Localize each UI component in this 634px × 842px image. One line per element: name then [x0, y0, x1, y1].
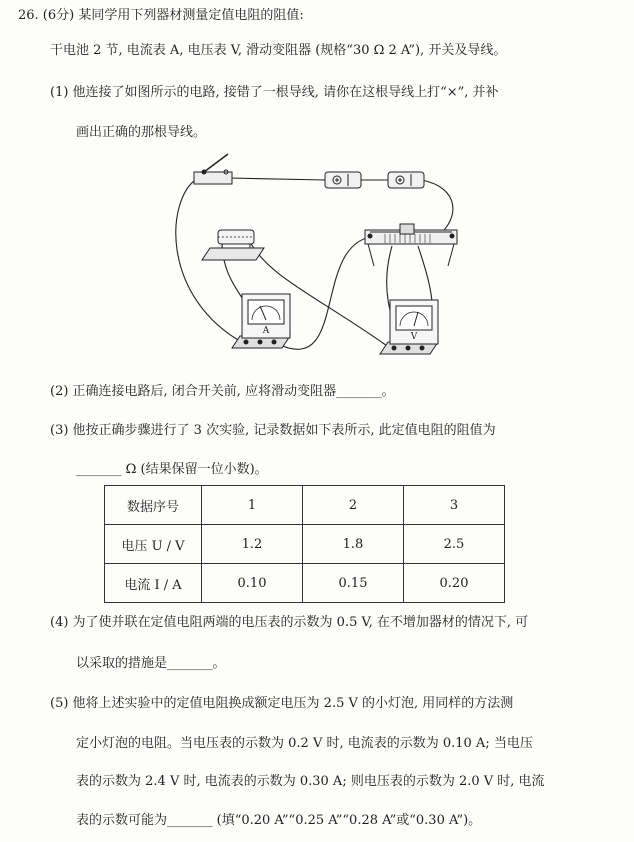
- part3-line-a: (3) 他按正确步骤进行了 3 次实验, 记录数据如下表所示, 此定值电阻的阻值为: [50, 423, 496, 438]
- voltmeter: [380, 300, 438, 354]
- part5-line-c: 表的示数为 2.4 V 时, 电流表的示数为 0.30 A; 则电压表的示数为 2.0 V 时, 电流: [76, 774, 545, 789]
- battery-cell-2: [388, 172, 424, 188]
- table-cell: 2.5: [404, 525, 505, 564]
- part1-line-b: 画出正确的那根导线。: [76, 125, 207, 140]
- wire-ammeter-to-rheostat: [278, 236, 378, 349]
- part5-line-a: (5) 他将上述实验中的定值电阻换成额定电压为 2.5 V 的小灯泡, 用同样的方法测: [50, 696, 514, 711]
- table-cell: 1.2: [202, 525, 303, 564]
- part1-line-a: (1) 他连接了如图所示的电路, 接错了一根导线, 请你在这根导线上打“×”, 并补: [50, 85, 499, 100]
- question-header: 26. (6分) 某同学用下列器材测量定值电阻的阻值:: [18, 8, 304, 23]
- part5-line-b: 定小灯泡的电阻。当电压表的示数为 0.2 V 时, 电流表的示数为 0.10 A; 当电压: [76, 736, 533, 751]
- part5-line-d: 表的示数可能为_______ (填“0.20 A”“0.25 A”“0.28 A”或“0.30 A”)。: [76, 813, 482, 828]
- table-cell: 数据序号: [105, 486, 202, 525]
- table-row: [105, 564, 505, 603]
- wire-switch-left-to-ammeter: [176, 178, 245, 344]
- table-cell: 1: [202, 486, 303, 525]
- table-cell: 0.15: [303, 564, 404, 603]
- circuit-diagram: [160, 148, 470, 380]
- ammeter-label: A: [262, 326, 270, 336]
- rheostat: [365, 224, 457, 266]
- table-cell: 电流 I / A: [105, 564, 202, 603]
- voltmeter-label: V: [410, 332, 418, 342]
- table-cell: 0.10: [202, 564, 303, 603]
- part4-line-a: (4) 为了使并联在定值电阻两端的电压表的示数为 0.5 V, 在不增加器材的情况下, 可: [50, 615, 529, 630]
- fixed-resistor: [202, 230, 264, 260]
- part2-line: (2) 正确连接电路后, 闭合开关前, 应将滑动变阻器_______。: [50, 384, 395, 399]
- data-table: [104, 485, 505, 603]
- table-cell: 电压 U / V: [105, 525, 202, 564]
- table-cell: 2: [303, 486, 404, 525]
- table-row: [105, 486, 505, 525]
- ammeter: [232, 294, 290, 348]
- wire-bulb-to-rheostat: [422, 180, 453, 236]
- wire-switch-right-to-bulb: [228, 178, 325, 180]
- materials-line: 干电池 2 节, 电流表 A, 电压表 V, 滑动变阻器 (规格“30 Ω 2 A”), 开关及导线。: [50, 43, 507, 58]
- table-cell: 1.8: [303, 525, 404, 564]
- switch: [194, 154, 232, 184]
- table-cell: 0.20: [404, 564, 505, 603]
- table-cell: 3: [404, 486, 505, 525]
- part3-line-b: _______ Ω (结果保留一位小数)。: [76, 462, 268, 477]
- part4-line-b: 以采取的措施是_______。: [76, 656, 226, 671]
- table-row: [105, 525, 505, 564]
- battery-cell-1: [325, 172, 361, 188]
